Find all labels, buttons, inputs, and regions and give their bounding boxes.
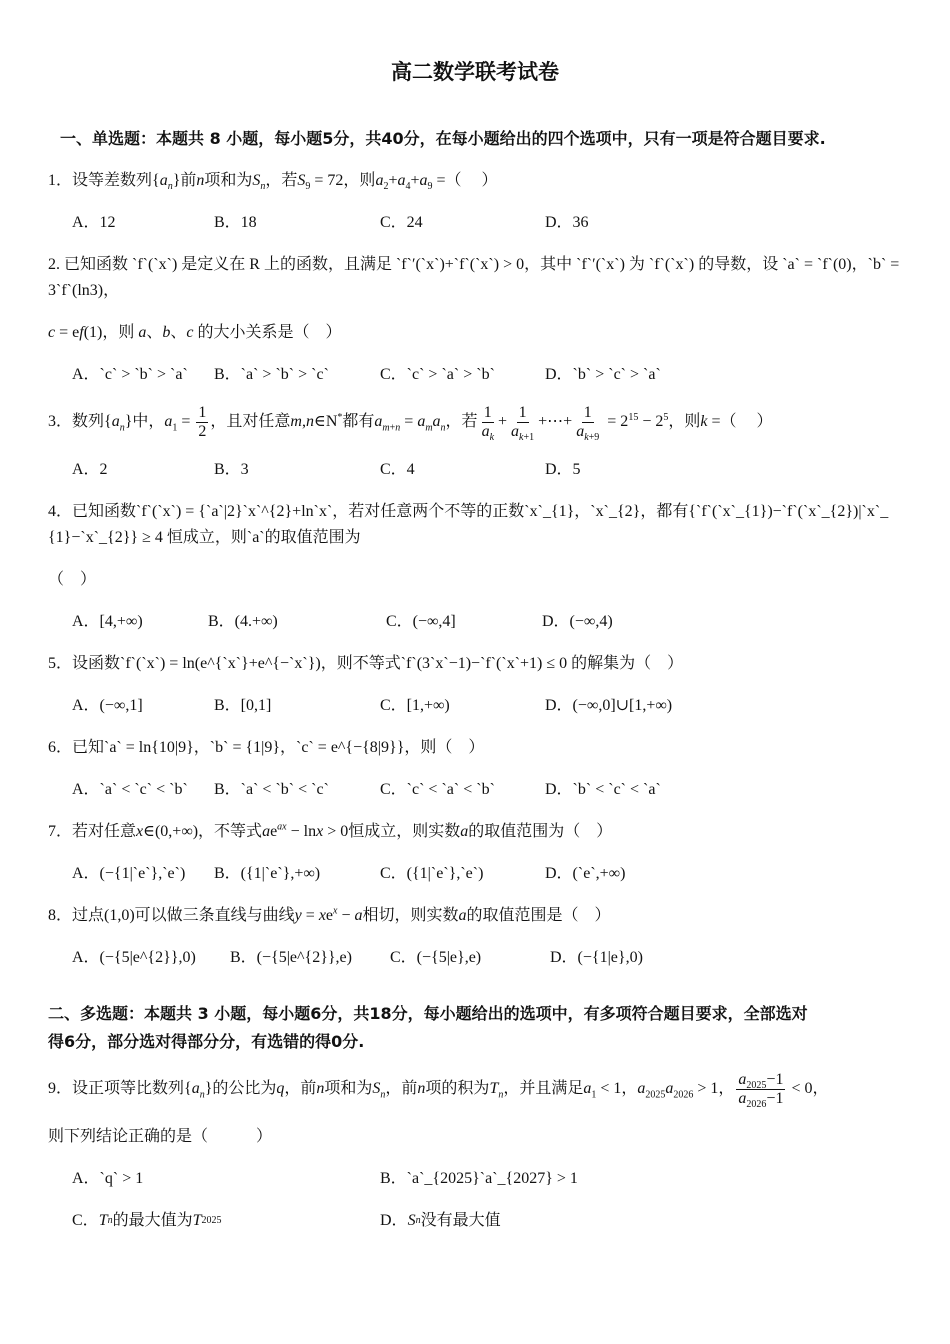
page-title: 高二数学联考试卷 xyxy=(391,60,559,84)
options-row xyxy=(0,362,950,388)
question-1 xyxy=(0,168,950,236)
options-row xyxy=(0,861,950,887)
option-C: C．`c` > `a` > `b` xyxy=(380,366,495,383)
option-D: D．5 xyxy=(545,461,581,478)
question-5 xyxy=(0,651,950,719)
option-C: C． T n 的最大值为 T 2025 xyxy=(72,1212,222,1229)
options-row xyxy=(0,945,950,971)
fraction: $\frac{1}{2}$ xyxy=(198,404,207,440)
option-D: D．`b` < `c` < `a` xyxy=(545,781,661,798)
fraction: $\frac{1}{a_k}$ xyxy=(481,404,495,444)
question-stem: 7．若对任意x∈(0,+∞)，不等式$ae^{ax} - \ln x > 0$恒成立，则实数a的取值范围为（ ） xyxy=(48,821,613,840)
question-stem: 6．已知`a` = ln{10|9}，`b` = {1|9}，`c` = e^{−{8|9}}，则（ ） xyxy=(48,739,485,756)
option-D: D．(−{1|e},0) xyxy=(550,949,643,966)
option-A: A．`q` > 1 xyxy=(72,1170,144,1187)
question-8 xyxy=(0,903,950,971)
option-B: B．(4.+∞) xyxy=(208,613,278,630)
option-A: A．(−{1|`e`},`e`) xyxy=(72,865,186,882)
options-row xyxy=(0,1208,950,1234)
option-B: B．({1|`e`},+∞) xyxy=(214,865,321,882)
option-A: A．`c` > `b` > `a` xyxy=(72,366,188,383)
options-row xyxy=(0,457,950,483)
question-6 xyxy=(0,735,950,803)
option-C: C．4 xyxy=(380,461,415,478)
options-row xyxy=(0,1166,950,1192)
question-stem: 5．设函数`f`(`x`) = ln(e^{`x`}+e^{−`x`})，则不等式`f`(3`x`−1)−`f`(`x`+1) ≤ 0 的解集为（ ） xyxy=(48,655,684,672)
option-A: A．2 xyxy=(72,461,108,478)
option-C: C．({1|`e`},`e`) xyxy=(380,865,484,882)
option-D: D．(−∞,4) xyxy=(542,613,613,630)
question-3 xyxy=(0,404,950,483)
option-B: B．[0,1] xyxy=(214,697,272,714)
question-stem: 8．过点(1,0)可以做三条直线与曲线$y = xe^x - a$相切，则实数a的取值范围是（ ） xyxy=(48,905,611,924)
option-B: B．`a` < `b` < `c` xyxy=(214,781,329,798)
question-4 xyxy=(0,499,950,635)
question-7 xyxy=(0,819,950,887)
options-row xyxy=(0,210,950,236)
section-heading-multi-choice: 二、多选题：本题共 3 小题，每小题6分，共18分，每小题给出的选项中，有多项符合题目要求，全部选对 xyxy=(48,1004,808,1023)
section-heading-single-choice: 一、单选题：本题共 8 小题，每小题5分，共40分，在每小题给出的四个选项中，只有一项是符合题目要求. xyxy=(60,129,826,148)
option-D: D． S n 没有最大值 xyxy=(380,1212,501,1229)
option-B: B．3 xyxy=(214,461,249,478)
option-B: B．(−{5|e^{2}},e) xyxy=(230,949,352,966)
option-B: B．`a`_{2025}`a`_{2027} > 1 xyxy=(380,1170,578,1187)
question-stem: 1．设等差数列$\{a_n\}$前n项和为$S_n$，若$S_9 = 72$，则$a_2+a_4+a_9$ =（ ） xyxy=(48,172,498,193)
question-stem-line2: 则下列结论正确的是（ ） xyxy=(48,1128,273,1145)
option-A: A．[4,+∞) xyxy=(72,613,143,630)
option-B: B．`a` > `b` > `c` xyxy=(214,366,329,383)
option-D: D．(`e`,+∞) xyxy=(545,865,626,882)
options-row xyxy=(0,777,950,803)
option-C: C．24 xyxy=(380,214,423,231)
option-C: C．`c` < `a` < `b` xyxy=(380,781,495,798)
fraction: $\frac{1}{a_{k+1}}$ xyxy=(511,404,535,444)
option-B: B．18 xyxy=(214,214,257,231)
question-stem: 2. 已知函数 `f`(`x`) 是定义在 R 上的函数，且满足 `f`′(`x`)+`f`(`x`) > 0，其中 `f`′(`x`) 为 `f`(`x`) 的导数，设 `a` = `f`(0)，`b` = 3`f`(ln3)， xyxy=(48,256,900,299)
options-row xyxy=(0,693,950,719)
question-stem: 4．已知函数`f`(`x`) = {`a`|2}`x`^{2}+ln`x`，若对任意两个不等的正数`x`_{1}，`x`_{2}，都有{`f`(`x`_{1})−`f`(`x`_{2})|`x`_{1}−`x`_{2}} ≥ 4 恒成立，则`a`的取值范围为 xyxy=(48,503,889,546)
option-D: D．(−∞,0]∪[1,+∞) xyxy=(545,697,673,714)
question-stem: 9．设正项等比数列$\{a_n\}$的公比为q，前n项和为$S_n$，前n项的积为$T_n$，并且满足$a_1 < 1$，$a_{2025}a_{2026} > 1$， $\frac{a_{2025}-1}{a_{2026}-1}$ < 0， xyxy=(48,1071,829,1111)
option-C: C．[1,+∞) xyxy=(380,697,450,714)
section-heading-multi-choice-line2: 得6分，部分选对得部分分，有选错的得0分. xyxy=(48,1032,365,1051)
question-stem: 3．数列$\{a_n\}$中，$a_1$ = $\frac{1}{2}$ ，且对任意m,n∈N*都有$a_{m+n} = a_ma_n$，若 $\frac{1}{a_k}$ + $\frac{1}{a_{k+1}}$ +⋯+ $\frac{1}{a_{k+9}}$ = $2^{15} - 2^5$，则k =（ ） xyxy=(48,404,773,444)
question-2 xyxy=(0,252,950,388)
option-A: A．12 xyxy=(72,214,116,231)
question-stem-line2: （ ） xyxy=(48,571,97,588)
fraction: $\frac{1}{a_{k+9}}$ xyxy=(576,404,600,444)
option-A: A．(−∞,1] xyxy=(72,697,143,714)
option-D: D．36 xyxy=(545,214,589,231)
fraction: $\frac{a_{2025}-1}{a_{2026}-1}$ xyxy=(738,1071,784,1111)
option-D: D．`b` > `c` > `a` xyxy=(545,366,661,383)
options-row xyxy=(0,609,950,635)
option-A: A．(−{5|e^{2}},0) xyxy=(72,949,196,966)
question-9 xyxy=(0,1071,950,1234)
option-A: A．`a` < `c` < `b` xyxy=(72,781,188,798)
question-stem-line2: c = ef(1)，则 a、b、c 的大小关系是（ ） xyxy=(48,324,342,341)
option-C: C．(−{5|e},e) xyxy=(390,949,482,966)
option-C: C．(−∞,4] xyxy=(386,613,456,630)
